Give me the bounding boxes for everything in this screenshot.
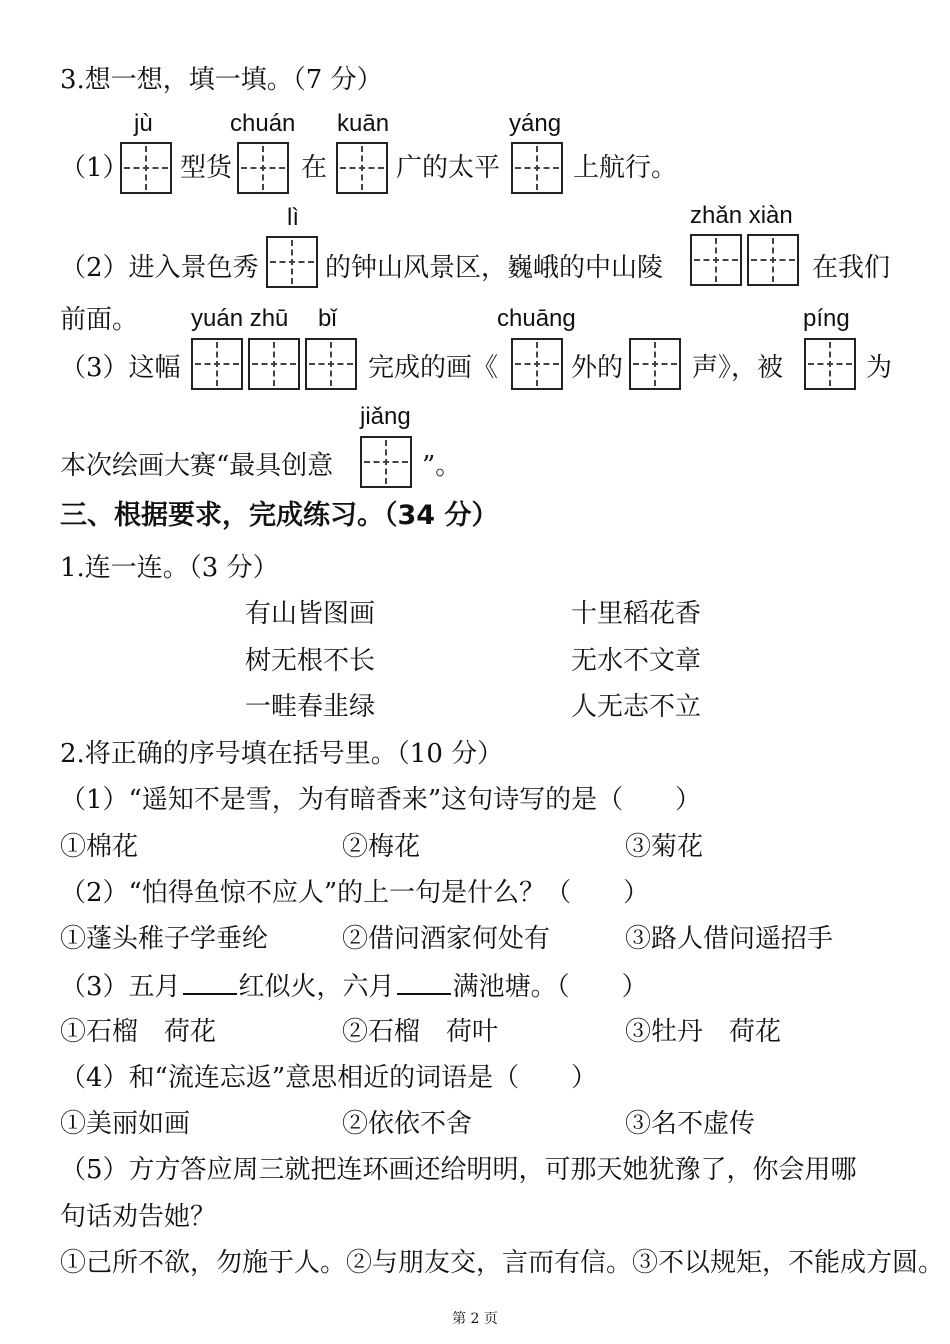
choose-q1-opt1[interactable]: ①棉花 xyxy=(60,832,139,862)
char-box-bi[interactable] xyxy=(305,338,357,390)
choose-q1-opt3[interactable]: ③菊花 xyxy=(625,832,704,862)
choose-q4-opt3[interactable]: ③名不虚传 xyxy=(625,1109,756,1139)
choose-q2-opt1[interactable]: ①蓬头稚子学垂纶 xyxy=(60,924,269,954)
match-right-2[interactable]: 无水不文章 xyxy=(571,646,702,676)
s2-number: （2）进入景色秀 xyxy=(60,253,259,283)
match-left-2[interactable]: 树无根不长 xyxy=(245,646,376,676)
pinyin-bi: bǐ xyxy=(318,305,337,332)
char-box-zhan[interactable] xyxy=(690,234,742,286)
section-3-heading: 三、根据要求，完成练习。（34 分） xyxy=(60,500,499,531)
pinyin-zhan-xian: zhǎn xiàn xyxy=(690,202,793,229)
choose-q3-opt2[interactable]: ②石榴 荷叶 xyxy=(342,1017,499,1047)
pinyin-chuang: chuāng xyxy=(497,305,576,332)
char-box-ting[interactable] xyxy=(629,338,681,390)
question-3-title: 3.想一想，填一填。（7 分） xyxy=(60,65,383,95)
pinyin-ju: jù xyxy=(134,110,153,137)
s2-text-b: 在我们 xyxy=(812,253,891,283)
choose-q5-options[interactable]: ①己所不欲，勿施于人。②与朋友交，言而有信。③不以规矩，不能成方圆。 xyxy=(60,1248,945,1278)
char-box-jiang[interactable] xyxy=(360,436,412,488)
char-box-chuang[interactable] xyxy=(511,338,563,390)
choose-q3-part-c: 满池塘。（ ） xyxy=(452,972,648,1002)
s3-text-a: 完成的画《 xyxy=(368,353,499,383)
char-box-li[interactable] xyxy=(266,236,318,288)
s1-number: （1） xyxy=(60,153,129,183)
fill-blank-1[interactable] xyxy=(183,969,237,995)
char-box-zhu[interactable] xyxy=(248,338,300,390)
char-box-yang[interactable] xyxy=(511,142,563,194)
char-box-yuan[interactable] xyxy=(191,338,243,390)
pinyin-li: lì xyxy=(287,204,299,231)
s1-text-b: 在 xyxy=(301,153,328,183)
s3-text-e: 本次绘画大赛“最具创意 xyxy=(60,451,334,481)
s1-text-a: 型货 xyxy=(180,153,233,183)
s3-text-d: 为 xyxy=(866,353,893,383)
match-right-1[interactable]: 十里稻花香 xyxy=(571,599,702,629)
fill-blank-2[interactable] xyxy=(397,969,451,995)
pinyin-yang: yáng xyxy=(509,110,562,137)
s3-text-b: 外的 xyxy=(571,353,624,383)
choose-q5-line1: （5）方方答应周三就把连环画还给明明，可那天她犹豫了，你会用哪 xyxy=(60,1155,857,1185)
choose-q1-opt2[interactable]: ②梅花 xyxy=(342,832,421,862)
char-box-ping[interactable] xyxy=(804,338,856,390)
choose-q4: （4）和“流连忘返”意思相近的词语是（ ） xyxy=(60,1063,598,1093)
char-box-ju[interactable] xyxy=(120,142,172,194)
s2-text-a: 的钟山风景区，巍峨的中山陵 xyxy=(325,253,664,283)
match-left-1[interactable]: 有山皆图画 xyxy=(245,599,376,629)
pinyin-yuan-zhu: yuán zhū xyxy=(191,305,289,332)
choose-q4-opt1[interactable]: ①美丽如画 xyxy=(60,1109,191,1139)
choose-title: 2.将正确的序号填在括号里。（10 分） xyxy=(60,739,504,769)
choose-q5-line2: 句话劝告她？ xyxy=(60,1202,217,1232)
choose-q2: （2）“怕得鱼惊不应人”的上一句是什么？（ ） xyxy=(60,878,650,908)
s2-text-c: 前面。 xyxy=(60,305,139,335)
char-box-chuan[interactable] xyxy=(237,142,289,194)
choose-q3-opt3[interactable]: ③牡丹 荷花 xyxy=(625,1017,782,1047)
pinyin-kuan: kuān xyxy=(337,110,390,137)
pinyin-chuan: chuán xyxy=(230,110,296,137)
pinyin-ping: píng xyxy=(803,305,850,332)
choose-q3-opt1[interactable]: ①石榴 荷花 xyxy=(60,1017,217,1047)
char-box-kuan[interactable] xyxy=(336,142,388,194)
match-left-3[interactable]: 一畦春韭绿 xyxy=(245,692,376,722)
choose-q2-opt2[interactable]: ②借问酒家何处有 xyxy=(342,924,551,954)
choose-q1: （1）“遥知不是雪，为有暗香来”这句诗写的是（ ） xyxy=(60,785,702,815)
char-box-xian[interactable] xyxy=(747,234,799,286)
choose-q3-part-b: 红似火，六月 xyxy=(238,972,395,1002)
s1-text-d: 上航行。 xyxy=(573,153,678,183)
s3-text-c: 声》，被 xyxy=(692,353,784,383)
s1-text-c: 广的太平 xyxy=(396,153,501,183)
s3-number: （3）这幅 xyxy=(60,353,181,383)
pinyin-jiang: jiǎng xyxy=(360,403,411,430)
choose-q3 xyxy=(60,969,648,1003)
match-right-3[interactable]: 人无志不立 xyxy=(571,692,702,722)
choose-q4-opt2[interactable]: ②依依不舍 xyxy=(342,1109,473,1139)
page-number: 第 2 页 xyxy=(452,1311,498,1327)
match-title: 1.连一连。（3 分） xyxy=(60,553,279,583)
s3-text-f: ”。 xyxy=(422,451,462,481)
choose-q2-opt3[interactable]: ③路人借问遥招手 xyxy=(625,924,834,954)
choose-q3-part-a: （3）五月 xyxy=(60,972,181,1002)
